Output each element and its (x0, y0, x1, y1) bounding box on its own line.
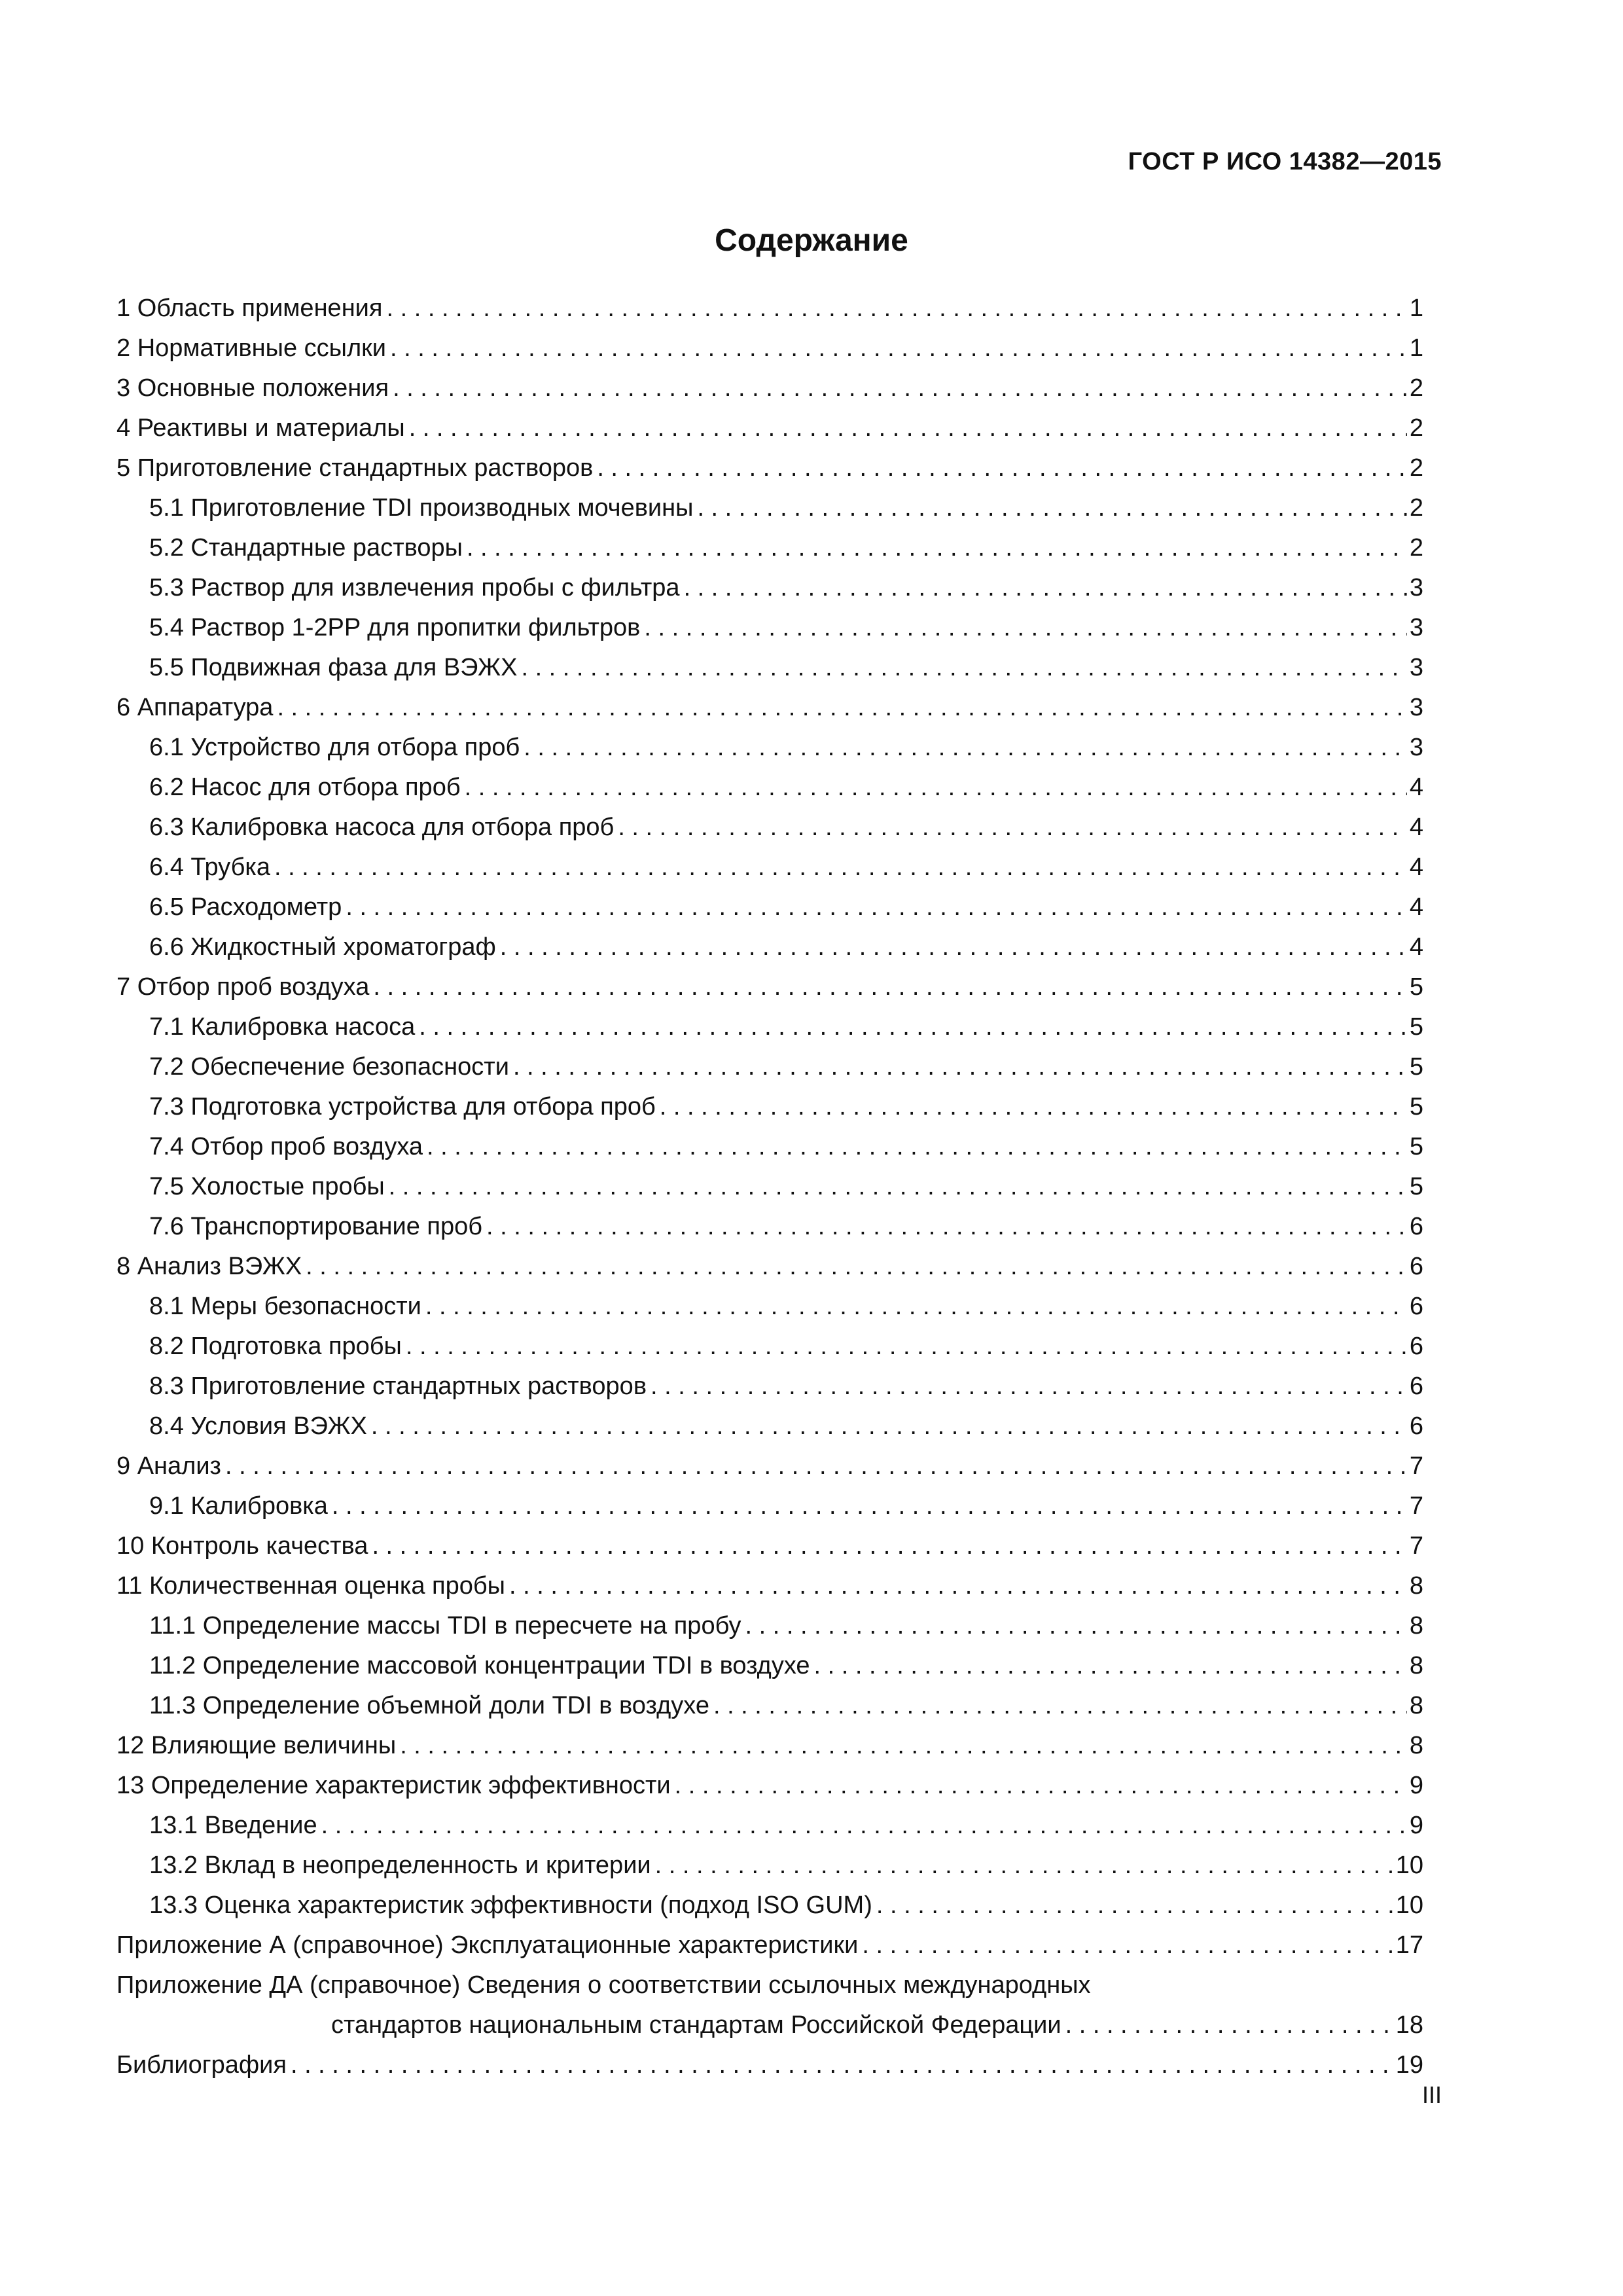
toc-entry-page: 10 (1395, 1852, 1423, 1879)
toc-entry[interactable] (116, 808, 1423, 848)
toc-entry-label: 10 Контроль качества (116, 1532, 368, 1560)
leader-dots (321, 1806, 1407, 1846)
toc-entry-label-continued: стандартов национальным стандартам Российской Федерации (331, 2011, 1061, 2039)
toc-entry-page: 6 (1409, 1372, 1423, 1400)
toc-entry-label: 13.2 Вклад в неопределенность и критерии (149, 1852, 651, 1879)
leader-dots (427, 1127, 1407, 1167)
toc-entry[interactable] (116, 1486, 1423, 1526)
toc-entry-label: 12 Влияющие величины (116, 1732, 397, 1759)
leader-dots (291, 2045, 1393, 2085)
leader-dots (346, 888, 1407, 927)
page-number: III (1421, 2081, 1442, 2108)
toc-entry-page: 5 (1409, 1173, 1423, 1200)
toc-entry-page: 2 (1409, 374, 1423, 402)
toc-entry[interactable] (116, 1566, 1423, 1606)
leader-dots (425, 1287, 1407, 1327)
leader-dots (644, 608, 1406, 648)
toc-entry-label: 5.5 Подвижная фаза для ВЭЖХ (149, 654, 518, 681)
leader-dots (597, 448, 1407, 488)
toc-entry-page: 3 (1409, 694, 1423, 721)
toc-entry-page: 7 (1409, 1492, 1423, 1520)
leader-dots (486, 1207, 1407, 1247)
leader-dots (713, 1686, 1407, 1726)
toc-entry-label: 7.3 Подготовка устройства для отбора проб (149, 1093, 656, 1121)
leader-dots (465, 768, 1407, 808)
leader-dots (745, 1606, 1407, 1646)
leader-dots (373, 967, 1407, 1007)
toc-entry[interactable] (116, 408, 1423, 448)
toc-entry-page: 6 (1409, 1213, 1423, 1240)
toc-entry-page: 19 (1395, 2051, 1423, 2079)
toc-entry[interactable] (116, 1926, 1423, 1965)
leader-dots (225, 1446, 1407, 1486)
toc-entry-page: 3 (1409, 574, 1423, 601)
leader-dots (618, 808, 1407, 848)
toc-entry-page: 5 (1409, 1013, 1423, 1041)
leader-dots (332, 1486, 1407, 1526)
toc-entry-label: 13.3 Оценка характеристик эффективности (подход ISO GUM) (149, 1892, 872, 1919)
leader-dots (306, 1247, 1407, 1287)
toc-entry[interactable] (116, 927, 1423, 967)
toc-entry-page: 5 (1409, 1053, 1423, 1081)
toc-entry-page: 6 (1409, 1412, 1423, 1440)
toc-entry-page: 4 (1409, 814, 1423, 841)
leader-dots (521, 648, 1406, 688)
toc-entry[interactable] (116, 1007, 1423, 1047)
toc-entry[interactable] (116, 608, 1423, 648)
toc-entry[interactable] (116, 768, 1423, 808)
leader-dots (509, 1566, 1407, 1606)
toc-entry[interactable] (116, 1167, 1423, 1207)
toc-entry-label: 13.1 Введение (149, 1812, 317, 1839)
toc-entry[interactable] (116, 888, 1423, 927)
toc-entry-page: 6 (1409, 1253, 1423, 1280)
toc-entry[interactable] (116, 1407, 1423, 1446)
leader-dots (406, 1327, 1407, 1367)
leader-dots (500, 927, 1407, 967)
toc-entry[interactable] (116, 1087, 1423, 1127)
table-of-contents (116, 289, 1423, 2085)
toc-entry[interactable] (116, 1766, 1423, 1806)
toc-entry-label: 2 Нормативные ссылки (116, 334, 386, 362)
toc-entry-label: 11.3 Определение объемной доли TDI в воздухе (149, 1692, 709, 1719)
toc-entry-label: 6.2 Насос для отбора проб (149, 774, 461, 801)
toc-entry-label: 7.2 Обеспечение безопасности (149, 1053, 509, 1081)
toc-entry-annex-da[interactable] (116, 1965, 1423, 2045)
toc-entry[interactable] (116, 1327, 1423, 1367)
leader-dots (876, 1886, 1393, 1926)
toc-entry-label: 11 Количественная оценка пробы (116, 1572, 505, 1600)
toc-entry[interactable] (116, 1287, 1423, 1327)
toc-entry-page: 3 (1409, 654, 1423, 681)
toc-entry-page: 6 (1409, 1293, 1423, 1320)
toc-entry-label: 11.1 Определение массы TDI в пересчете на пробу (149, 1612, 741, 1640)
leader-dots (393, 368, 1407, 408)
toc-entry[interactable] (116, 1247, 1423, 1287)
leader-dots (684, 568, 1407, 608)
toc-entry-label: Приложение ДА (справочное) Сведения о соответствии ссылочных международных (116, 1971, 1091, 1999)
toc-entry-page: 5 (1409, 1093, 1423, 1121)
toc-entry[interactable] (116, 488, 1423, 528)
leader-dots (513, 1047, 1407, 1087)
toc-entry-label: 11.2 Определение массовой концентрации TDI в воздухе (149, 1652, 810, 1679)
leader-dots (1065, 2005, 1393, 2045)
leader-dots (277, 688, 1406, 728)
toc-entry-label: 7.5 Холостые пробы (149, 1173, 385, 1200)
toc-entry-page: 2 (1409, 454, 1423, 482)
toc-entry-label: 6.4 Трубка (149, 853, 270, 881)
toc-entry-label: Библиография (116, 2051, 287, 2079)
toc-entry-label: 7.6 Транспортирование проб (149, 1213, 483, 1240)
toc-entry[interactable] (116, 688, 1423, 728)
leader-dots (697, 488, 1406, 528)
leader-dots (409, 408, 1407, 448)
toc-entry[interactable] (116, 1047, 1423, 1087)
leader-dots (386, 289, 1406, 329)
toc-entry-label: 5.1 Приготовление TDI производных мочевины (149, 494, 694, 522)
toc-entry-page: 8 (1409, 1732, 1423, 1759)
toc-entries (116, 289, 1423, 1965)
toc-entry-label: 9 Анализ (116, 1452, 221, 1480)
toc-entry-page: 8 (1409, 1652, 1423, 1679)
toc-entry-page: 9 (1409, 1812, 1423, 1839)
toc-entry-label: 7 Отбор проб воздуха (116, 973, 370, 1001)
toc-entry-label: 1 Область применения (116, 295, 383, 322)
toc-entry[interactable] (116, 1806, 1423, 1846)
leader-dots (675, 1766, 1407, 1806)
toc-entry-bibliography[interactable] (116, 2045, 1423, 2085)
toc-entry-label: 7.4 Отбор проб воздуха (149, 1133, 423, 1160)
leader-dots (389, 1167, 1407, 1207)
toc-entry[interactable] (116, 1846, 1423, 1886)
toc-entry-label: 3 Основные положения (116, 374, 389, 402)
toc-entry-page: 1 (1409, 334, 1423, 362)
toc-entry[interactable] (116, 1367, 1423, 1407)
toc-entry[interactable] (116, 1207, 1423, 1247)
toc-entry-page: 4 (1409, 774, 1423, 801)
leader-dots (390, 329, 1407, 368)
toc-entry-label: 6 Аппаратура (116, 694, 274, 721)
toc-entry-label: 8.2 Подготовка пробы (149, 1333, 402, 1360)
toc-entry-page: 6 (1409, 1333, 1423, 1360)
toc-entry-page: 18 (1395, 2011, 1423, 2039)
toc-entry-page: 2 (1409, 414, 1423, 442)
page-title: Содержание (715, 223, 908, 258)
toc-entry[interactable] (116, 728, 1423, 768)
toc-entry-page: 3 (1409, 734, 1423, 761)
toc-entry-label: 8 Анализ ВЭЖХ (116, 1253, 302, 1280)
toc-entry-label: 8.1 Меры безопасности (149, 1293, 421, 1320)
toc-entry[interactable] (116, 1886, 1423, 1926)
toc-entry-page: 8 (1409, 1692, 1423, 1719)
toc-entry-page: 7 (1409, 1452, 1423, 1480)
toc-entry-label: 5.3 Раствор для извлечения пробы с фильтра (149, 574, 680, 601)
toc-entry-page: 8 (1409, 1572, 1423, 1600)
toc-entry[interactable] (116, 368, 1423, 408)
toc-entry[interactable] (116, 528, 1423, 568)
toc-entry-label: 6.6 Жидкостный хроматограф (149, 933, 496, 961)
toc-entry-label: 6.1 Устройство для отбора проб (149, 734, 520, 761)
toc-entry-label: 8.3 Приготовление стандартных растворов (149, 1372, 647, 1400)
leader-dots (371, 1407, 1407, 1446)
toc-entry-label: Приложение А (справочное) Эксплуатационные характеристики (116, 1931, 859, 1959)
toc-entry[interactable] (116, 448, 1423, 488)
toc-entry-page: 10 (1395, 1892, 1423, 1919)
toc-entry[interactable] (116, 329, 1423, 368)
leader-dots (419, 1007, 1407, 1047)
document-code: ГОСТ Р ИСО 14382—2015 (1128, 148, 1442, 175)
toc-entry[interactable] (116, 848, 1423, 888)
toc-entry[interactable] (116, 1646, 1423, 1686)
toc-entry-label: 6.3 Калибровка насоса для отбора проб (149, 814, 615, 841)
toc-entry-page: 2 (1409, 534, 1423, 562)
toc-entry-label: 6.5 Расходометр (149, 893, 342, 921)
toc-entry[interactable] (116, 1606, 1423, 1646)
toc-entry-page: 4 (1409, 893, 1423, 921)
toc-entry[interactable] (116, 1726, 1423, 1766)
toc-entry-label: 9.1 Калибровка (149, 1492, 328, 1520)
toc-entry-page: 17 (1395, 1931, 1423, 1959)
toc-entry-page: 2 (1409, 494, 1423, 522)
toc-entry[interactable] (116, 289, 1423, 329)
leader-dots (400, 1726, 1407, 1766)
toc-entry-page: 7 (1409, 1532, 1423, 1560)
toc-entry[interactable] (116, 1127, 1423, 1167)
toc-entry[interactable] (116, 967, 1423, 1007)
leader-dots (862, 1926, 1393, 1965)
toc-entry-page: 4 (1409, 853, 1423, 881)
toc-entry[interactable] (116, 648, 1423, 688)
leader-dots (814, 1646, 1407, 1686)
toc-entry-page: 5 (1409, 1133, 1423, 1160)
toc-entry-label: 8.4 Условия ВЭЖХ (149, 1412, 367, 1440)
leader-dots (655, 1846, 1393, 1886)
toc-entry[interactable] (116, 1446, 1423, 1486)
toc-entry-label: 5.2 Стандартные растворы (149, 534, 463, 562)
toc-entry-page: 1 (1409, 295, 1423, 322)
toc-entry-page: 9 (1409, 1772, 1423, 1799)
toc-entry-label: 5.4 Раствор 1-2PP для пропитки фильтров (149, 614, 641, 641)
leader-dots (651, 1367, 1407, 1407)
toc-entry-label: 5 Приготовление стандартных растворов (116, 454, 594, 482)
toc-entry[interactable] (116, 1686, 1423, 1726)
toc-entry-label: 13 Определение характеристик эффективности (116, 1772, 671, 1799)
leader-dots (660, 1087, 1407, 1127)
toc-entry-page: 8 (1409, 1612, 1423, 1640)
leader-dots (467, 528, 1407, 568)
leader-dots (274, 848, 1407, 888)
toc-entry[interactable] (116, 1526, 1423, 1566)
toc-entry-label: 4 Реактивы и материалы (116, 414, 405, 442)
toc-entry-label: 7.1 Калибровка насоса (149, 1013, 416, 1041)
toc-entry-page: 3 (1409, 614, 1423, 641)
toc-entry-page: 5 (1409, 973, 1423, 1001)
leader-dots (372, 1526, 1406, 1566)
toc-entry-page: 4 (1409, 933, 1423, 961)
toc-entry[interactable] (116, 568, 1423, 608)
leader-dots (524, 728, 1407, 768)
